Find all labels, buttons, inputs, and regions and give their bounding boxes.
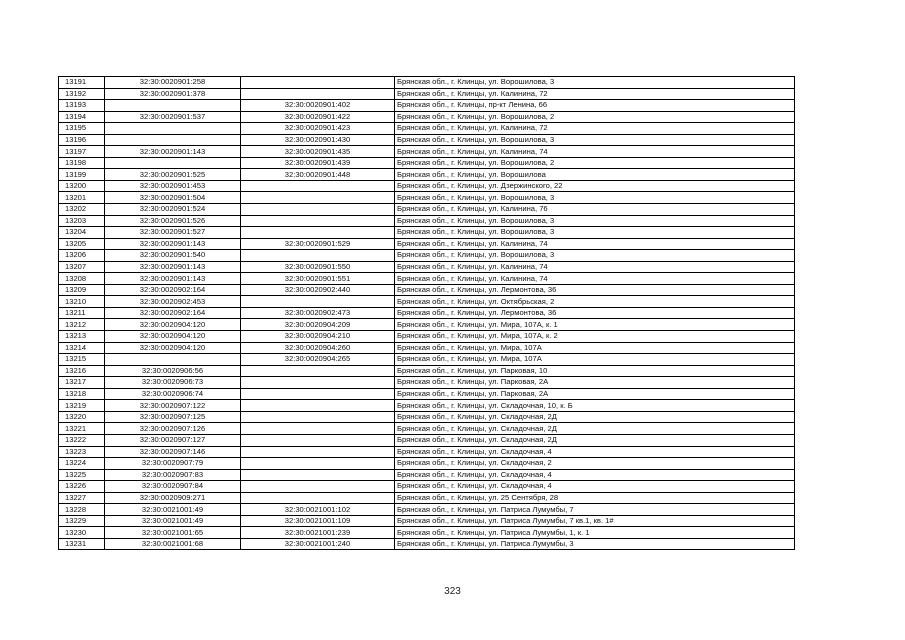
parent-cadastral-number-cell: 32:30:0020909:271 <box>105 492 241 504</box>
address-cell: Брянская обл., г. Клинцы, ул. Калинина, 72 <box>395 123 795 135</box>
table-row <box>59 273 795 285</box>
cadastral-number-cell: 32:30:0020904:210 <box>241 331 395 343</box>
cadastral-number-cell <box>241 388 395 400</box>
record-number-cell: 13205 <box>59 238 105 250</box>
address-cell: Брянская обл., г. Клинцы, ул. Патриса Лумумбы, 7 кв.1, кв. 1# <box>395 515 795 527</box>
parent-cadastral-number-cell: 32:30:0021001:49 <box>105 515 241 527</box>
parent-cadastral-number-cell: 32:30:0020907:84 <box>105 481 241 493</box>
cadastral-number-cell: 32:30:0020901:551 <box>241 273 395 285</box>
address-cell: Брянская обл., г. Клинцы, ул. Складочная, 2Д <box>395 411 795 423</box>
address-cell: Брянская обл., г. Клинцы, ул. Складочная, 10, к. Б <box>395 400 795 412</box>
parent-cadastral-number-cell: 32:30:0020901:258 <box>105 77 241 89</box>
table-row <box>59 400 795 412</box>
record-number-cell: 13211 <box>59 307 105 319</box>
record-number-cell: 13212 <box>59 319 105 331</box>
table-row <box>59 261 795 273</box>
cadastral-number-cell: 32:30:0020901:423 <box>241 123 395 135</box>
address-cell: Брянская обл., г. Клинцы, ул. Патриса Лумумбы, 3 <box>395 538 795 550</box>
cadastral-number-cell: 32:30:0020904:260 <box>241 342 395 354</box>
record-number-cell: 13216 <box>59 365 105 377</box>
cadastral-number-cell <box>241 88 395 100</box>
cadastral-number-cell: 32:30:0020901:402 <box>241 100 395 112</box>
table-row <box>59 238 795 250</box>
table-row <box>59 123 795 135</box>
table-row <box>59 515 795 527</box>
record-number-cell: 13210 <box>59 296 105 308</box>
parent-cadastral-number-cell: 32:30:0020907:122 <box>105 400 241 412</box>
address-cell: Брянская обл., г. Клинцы, ул. Парковая, 2А <box>395 377 795 389</box>
address-cell: Брянская обл., г. Клинцы, ул. Ворошилова, 2 <box>395 111 795 123</box>
parent-cadastral-number-cell: 32:30:0020901:143 <box>105 273 241 285</box>
record-number-cell: 13201 <box>59 192 105 204</box>
record-number-cell: 13230 <box>59 527 105 539</box>
address-cell: Брянская обл., г. Клинцы, пр-кт Ленина, 66 <box>395 100 795 112</box>
cadastral-number-cell <box>241 411 395 423</box>
cadastral-number-cell <box>241 481 395 493</box>
parent-cadastral-number-cell: 32:30:0020907:79 <box>105 458 241 470</box>
table-row <box>59 307 795 319</box>
record-number-cell: 13214 <box>59 342 105 354</box>
parent-cadastral-number-cell: 32:30:0020906:74 <box>105 388 241 400</box>
table-row <box>59 331 795 343</box>
parent-cadastral-number-cell: 32:30:0020901:143 <box>105 261 241 273</box>
table-row <box>59 157 795 169</box>
address-cell: Брянская обл., г. Клинцы, ул. Октябрьская, 2 <box>395 296 795 308</box>
table-row <box>59 458 795 470</box>
parent-cadastral-number-cell <box>105 123 241 135</box>
cadastral-number-cell: 32:30:0021001:240 <box>241 538 395 550</box>
table-row <box>59 377 795 389</box>
parent-cadastral-number-cell: 32:30:0020901:526 <box>105 215 241 227</box>
address-cell: Брянская обл., г. Клинцы, ул. Ворошилова, 3 <box>395 215 795 227</box>
cadastral-number-cell <box>241 458 395 470</box>
address-cell: Брянская обл., г. Клинцы, ул. Ворошилова, 3 <box>395 250 795 262</box>
parent-cadastral-number-cell: 32:30:0020904:120 <box>105 331 241 343</box>
cadastral-number-cell <box>241 400 395 412</box>
address-cell: Брянская обл., г. Клинцы, ул. Ворошилова, 2 <box>395 157 795 169</box>
address-cell: Брянская обл., г. Клинцы, ул. Калинина, 74 <box>395 273 795 285</box>
parent-cadastral-number-cell: 32:30:0021001:49 <box>105 504 241 516</box>
table-row <box>59 192 795 204</box>
cadastral-number-cell: 32:30:0020901:422 <box>241 111 395 123</box>
cadastral-number-cell: 32:30:0020901:430 <box>241 134 395 146</box>
address-cell: Брянская обл., г. Клинцы, ул. Калинина, 72 <box>395 88 795 100</box>
parent-cadastral-number-cell <box>105 100 241 112</box>
parent-cadastral-number-cell: 32:30:0020901:378 <box>105 88 241 100</box>
parent-cadastral-number-cell: 32:30:0020906:73 <box>105 377 241 389</box>
record-number-cell: 13227 <box>59 492 105 504</box>
record-number-cell: 13191 <box>59 77 105 89</box>
parent-cadastral-number-cell: 32:30:0020902:164 <box>105 284 241 296</box>
parent-cadastral-number-cell: 32:30:0020902:164 <box>105 307 241 319</box>
address-cell: Брянская обл., г. Клинцы, ул. Складочная, 2Д <box>395 423 795 435</box>
cadastral-number-cell: 32:30:0021001:102 <box>241 504 395 516</box>
table-row <box>59 250 795 262</box>
record-number-cell: 13229 <box>59 515 105 527</box>
record-number-cell: 13231 <box>59 538 105 550</box>
cadastral-number-cell: 32:30:0020902:440 <box>241 284 395 296</box>
table-row <box>59 354 795 366</box>
address-cell: Брянская обл., г. Клинцы, ул. Ворошилова, 3 <box>395 227 795 239</box>
record-number-cell: 13203 <box>59 215 105 227</box>
address-cell: Брянская обл., г. Клинцы, ул. Складочная, 2Д <box>395 434 795 446</box>
address-cell: Брянская обл., г. Клинцы, ул. Парковая, 2А <box>395 388 795 400</box>
parent-cadastral-number-cell <box>105 157 241 169</box>
address-cell: Брянская обл., г. Клинцы, ул. Патриса Лумумбы, 7 <box>395 504 795 516</box>
address-cell: Брянская обл., г. Клинцы, ул. Мира, 107А, к. 2 <box>395 331 795 343</box>
table-row <box>59 284 795 296</box>
table-row <box>59 423 795 435</box>
parent-cadastral-number-cell: 32:30:0020901:525 <box>105 169 241 181</box>
address-cell: Брянская обл., г. Клинцы, ул. 25 Сентября, 28 <box>395 492 795 504</box>
cadastral-number-cell: 32:30:0021001:239 <box>241 527 395 539</box>
cadastral-number-cell: 32:30:0020901:529 <box>241 238 395 250</box>
parent-cadastral-number-cell <box>105 354 241 366</box>
address-cell: Брянская обл., г. Клинцы, ул. Ворошилова, 3 <box>395 134 795 146</box>
parent-cadastral-number-cell: 32:30:0020906:56 <box>105 365 241 377</box>
table-row <box>59 146 795 158</box>
parent-cadastral-number-cell: 32:30:0020901:537 <box>105 111 241 123</box>
record-number-cell: 13196 <box>59 134 105 146</box>
table-row <box>59 481 795 493</box>
record-number-cell: 13221 <box>59 423 105 435</box>
table-row <box>59 527 795 539</box>
cadastral-number-cell: 32:30:0020904:265 <box>241 354 395 366</box>
cadastral-number-cell <box>241 77 395 89</box>
parent-cadastral-number-cell: 32:30:0020904:120 <box>105 319 241 331</box>
cadastral-number-cell: 32:30:0021001:109 <box>241 515 395 527</box>
record-number-cell: 13207 <box>59 261 105 273</box>
table-row <box>59 469 795 481</box>
record-number-cell: 13220 <box>59 411 105 423</box>
cadastral-number-cell: 32:30:0020902:473 <box>241 307 395 319</box>
parent-cadastral-number-cell: 32:30:0020901:143 <box>105 146 241 158</box>
record-number-cell: 13215 <box>59 354 105 366</box>
record-number-cell: 13199 <box>59 169 105 181</box>
table-row <box>59 100 795 112</box>
record-number-cell: 13213 <box>59 331 105 343</box>
cadastral-number-cell: 32:30:0020901:448 <box>241 169 395 181</box>
table-row <box>59 180 795 192</box>
address-cell: Брянская обл., г. Клинцы, ул. Ворошилова, 3 <box>395 77 795 89</box>
cadastral-number-cell: 32:30:0020901:550 <box>241 261 395 273</box>
cadastral-register-table <box>58 76 795 550</box>
address-cell: Брянская обл., г. Клинцы, ул. Ворошилова <box>395 169 795 181</box>
parent-cadastral-number-cell: 32:30:0020907:146 <box>105 446 241 458</box>
record-number-cell: 13217 <box>59 377 105 389</box>
record-number-cell: 13198 <box>59 157 105 169</box>
record-number-cell: 13225 <box>59 469 105 481</box>
record-number-cell: 13200 <box>59 180 105 192</box>
parent-cadastral-number-cell <box>105 134 241 146</box>
table-row <box>59 134 795 146</box>
table-row <box>59 204 795 216</box>
cadastral-number-cell <box>241 215 395 227</box>
parent-cadastral-number-cell: 32:30:0020901:143 <box>105 238 241 250</box>
address-cell: Брянская обл., г. Клинцы, ул. Дзержинского, 22 <box>395 180 795 192</box>
parent-cadastral-number-cell: 32:30:0020902:453 <box>105 296 241 308</box>
cadastral-number-cell <box>241 250 395 262</box>
record-number-cell: 13192 <box>59 88 105 100</box>
address-cell: Брянская обл., г. Клинцы, ул. Парковая, 10 <box>395 365 795 377</box>
register-table-body <box>59 77 795 550</box>
address-cell: Брянская обл., г. Клинцы, ул. Калинина, 76 <box>395 204 795 216</box>
record-number-cell: 13193 <box>59 100 105 112</box>
record-number-cell: 13208 <box>59 273 105 285</box>
table-row <box>59 411 795 423</box>
parent-cadastral-number-cell: 32:30:0020907:127 <box>105 434 241 446</box>
table-row <box>59 215 795 227</box>
table-row <box>59 434 795 446</box>
address-cell: Брянская обл., г. Клинцы, ул. Лермонтова, 36 <box>395 284 795 296</box>
address-cell: Брянская обл., г. Клинцы, ул. Калинина, 74 <box>395 146 795 158</box>
table-row <box>59 319 795 331</box>
cadastral-number-cell: 32:30:0020901:439 <box>241 157 395 169</box>
record-number-cell: 13222 <box>59 434 105 446</box>
cadastral-number-cell <box>241 180 395 192</box>
address-cell: Брянская обл., г. Клинцы, ул. Складочная, 4 <box>395 446 795 458</box>
parent-cadastral-number-cell: 32:30:0020901:524 <box>105 204 241 216</box>
record-number-cell: 13194 <box>59 111 105 123</box>
table-row <box>59 504 795 516</box>
cadastral-number-cell: 32:30:0020904:209 <box>241 319 395 331</box>
record-number-cell: 13219 <box>59 400 105 412</box>
parent-cadastral-number-cell: 32:30:0020901:453 <box>105 180 241 192</box>
record-number-cell: 13226 <box>59 481 105 493</box>
parent-cadastral-number-cell: 32:30:0021001:65 <box>105 527 241 539</box>
parent-cadastral-number-cell: 32:30:0020901:504 <box>105 192 241 204</box>
address-cell: Брянская обл., г. Клинцы, ул. Мира, 107А <box>395 342 795 354</box>
parent-cadastral-number-cell: 32:30:0021001:68 <box>105 538 241 550</box>
parent-cadastral-number-cell: 32:30:0020907:83 <box>105 469 241 481</box>
parent-cadastral-number-cell: 32:30:0020904:120 <box>105 342 241 354</box>
table-row <box>59 342 795 354</box>
address-cell: Брянская обл., г. Клинцы, ул. Патриса Лумумбы, 1, к. 1 <box>395 527 795 539</box>
record-number-cell: 13228 <box>59 504 105 516</box>
parent-cadastral-number-cell: 32:30:0020901:527 <box>105 227 241 239</box>
parent-cadastral-number-cell: 32:30:0020901:540 <box>105 250 241 262</box>
record-number-cell: 13195 <box>59 123 105 135</box>
record-number-cell: 13218 <box>59 388 105 400</box>
record-number-cell: 13209 <box>59 284 105 296</box>
table-row <box>59 77 795 89</box>
cadastral-number-cell <box>241 492 395 504</box>
address-cell: Брянская обл., г. Клинцы, ул. Складочная, 2 <box>395 458 795 470</box>
cadastral-number-cell <box>241 296 395 308</box>
cadastral-number-cell <box>241 365 395 377</box>
table-row <box>59 111 795 123</box>
address-cell: Брянская обл., г. Клинцы, ул. Калинина, 74 <box>395 238 795 250</box>
address-cell: Брянская обл., г. Клинцы, ул. Калинина, 74 <box>395 261 795 273</box>
address-cell: Брянская обл., г. Клинцы, ул. Мира, 107А, к. 1 <box>395 319 795 331</box>
table-row <box>59 365 795 377</box>
record-number-cell: 13197 <box>59 146 105 158</box>
table-row <box>59 492 795 504</box>
record-number-cell: 13204 <box>59 227 105 239</box>
table-row <box>59 446 795 458</box>
address-cell: Брянская обл., г. Клинцы, ул. Складочная, 4 <box>395 469 795 481</box>
cadastral-number-cell <box>241 423 395 435</box>
cadastral-number-cell: 32:30:0020901:435 <box>241 146 395 158</box>
cadastral-number-cell <box>241 469 395 481</box>
page-number: 323 <box>444 586 461 597</box>
address-cell: Брянская обл., г. Клинцы, ул. Мира, 107А <box>395 354 795 366</box>
table-row <box>59 538 795 550</box>
cadastral-number-cell <box>241 227 395 239</box>
record-number-cell: 13206 <box>59 250 105 262</box>
address-cell: Брянская обл., г. Клинцы, ул. Лермонтова, 36 <box>395 307 795 319</box>
table-row <box>59 388 795 400</box>
record-number-cell: 13224 <box>59 458 105 470</box>
record-number-cell: 13202 <box>59 204 105 216</box>
table-row <box>59 88 795 100</box>
parent-cadastral-number-cell: 32:30:0020907:125 <box>105 411 241 423</box>
table-row <box>59 169 795 181</box>
table-row <box>59 227 795 239</box>
parent-cadastral-number-cell: 32:30:0020907:126 <box>105 423 241 435</box>
cadastral-number-cell <box>241 204 395 216</box>
table-row <box>59 296 795 308</box>
cadastral-number-cell <box>241 377 395 389</box>
address-cell: Брянская обл., г. Клинцы, ул. Ворошилова, 3 <box>395 192 795 204</box>
cadastral-number-cell <box>241 446 395 458</box>
cadastral-number-cell <box>241 192 395 204</box>
address-cell: Брянская обл., г. Клинцы, ул. Складочная, 4 <box>395 481 795 493</box>
cadastral-number-cell <box>241 434 395 446</box>
record-number-cell: 13223 <box>59 446 105 458</box>
